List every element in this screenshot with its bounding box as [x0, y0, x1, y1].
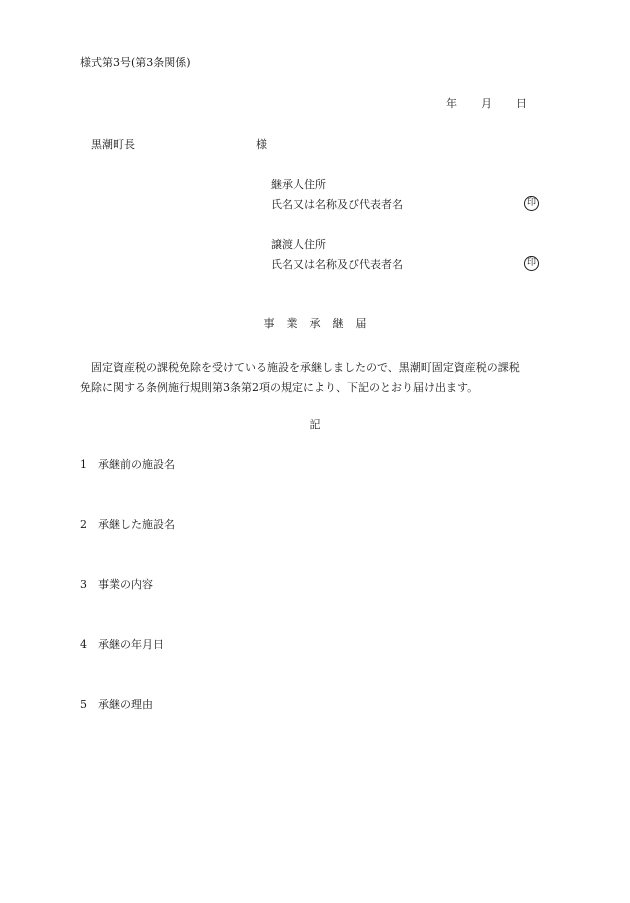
date-line: [446, 97, 527, 110]
item-label: 承継の年月日: [98, 638, 164, 651]
transferor-seal-icon: 印: [524, 256, 539, 271]
list-item: [80, 578, 153, 591]
addressee-honorific: 様: [256, 138, 267, 151]
item-label: 承継した施設名: [98, 518, 175, 531]
date-day-label: 日: [516, 97, 527, 110]
item-label: 事業の内容: [98, 578, 153, 591]
successor-name-label: 氏名又は名称及び代表者名: [271, 198, 403, 211]
item-number: 4: [80, 638, 87, 651]
list-item: [80, 458, 175, 471]
transferor-address-label: 譲渡人住所: [271, 238, 326, 251]
addressee-name: 黒潮町長: [91, 138, 135, 151]
body-paragraph: [80, 358, 552, 398]
successor-address-label: 継承人住所: [271, 178, 326, 191]
ki-heading: 記: [309, 418, 321, 431]
item-number: 1: [80, 458, 87, 471]
item-number: 2: [80, 518, 87, 531]
item-label: 承継の理由: [98, 698, 153, 711]
date-year-label: 年: [446, 97, 457, 110]
successor-seal-icon: 印: [524, 196, 539, 211]
document-title: 事業承継届: [263, 317, 379, 330]
item-number: 3: [80, 578, 87, 591]
body-line-1: 固定資産税の課税免除を受けている施設を承継しましたので、黒潮町固定資産税の課税: [91, 361, 520, 374]
body-line-2: 免除に関する条例施行規則第3条第2項の規定により、下記のとおり届け出ます。: [80, 381, 479, 394]
item-label: 承継前の施設名: [98, 458, 175, 471]
item-number: 5: [80, 698, 87, 711]
transferor-name-label: 氏名又は名称及び代表者名: [271, 258, 403, 271]
date-month-label: 月: [481, 97, 492, 110]
list-item: [80, 518, 175, 531]
list-item: [80, 698, 153, 711]
form-number: 様式第3号(第3条関係): [80, 56, 191, 69]
list-item: [80, 638, 164, 651]
